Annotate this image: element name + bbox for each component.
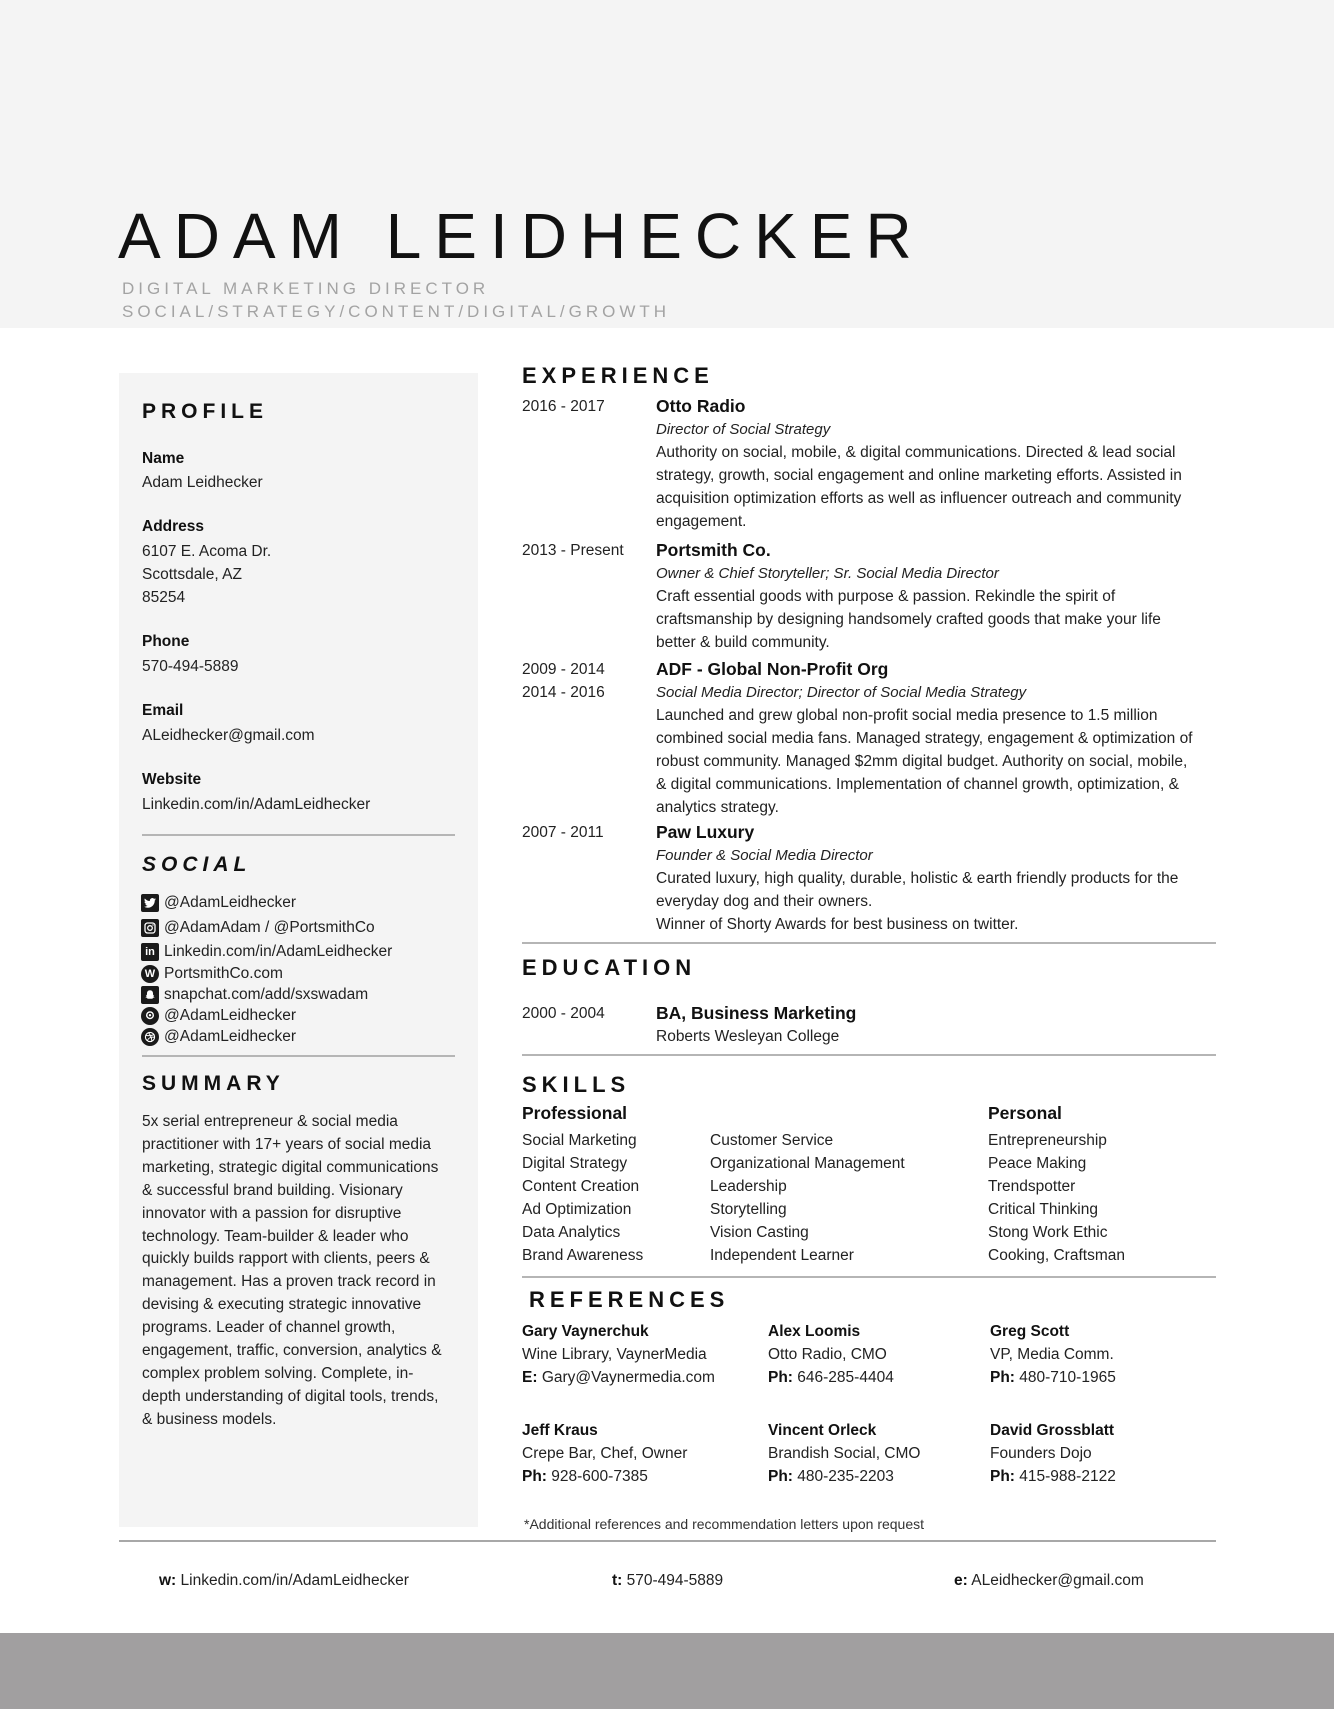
reference-org: Brandish Social, CMO — [768, 1444, 921, 1462]
reference-card — [522, 1420, 687, 1489]
professional-skills-list-1 — [522, 1130, 643, 1267]
contact-value[interactable]: 480-235-2203 — [797, 1467, 894, 1485]
snapchat-icon — [141, 986, 159, 1004]
footer-phone[interactable] — [612, 1572, 723, 1590]
social-heading: SOCIAL — [142, 853, 252, 876]
job-description: Launched and grew global non-profit social media presence to 1.5 million combined social media fans. Managed strategy, engagement & optimization of robust community. Managed $2mm digital budget. Authority on social, mobile, & digital communications. Implementation of channel growth, optimization, & analytics strategy. — [656, 707, 1193, 816]
job-role: Founder & Social Media Director — [656, 847, 873, 864]
summary-heading: SUMMARY — [142, 1072, 285, 1095]
summary-text: 5x serial entrepreneur & social media practitioner with 17+ years of social media marketing, strategic digital communications & successful brand building. Visionary innovator with a passion for disruptive technology. Team-builder & leader who quickly builds rapport with clients, peers & management. Has a proven track record in devising & executing strategic innovative programs. Leader of channel growth, engagement, traffic, conversion, analytics & complex problem solving. Complete, in-depth understanding of digital tools, trends, & business models. — [142, 1113, 442, 1428]
footer-web-label: w: — [159, 1572, 177, 1589]
reference-contact — [522, 1466, 687, 1489]
section-divider — [142, 834, 455, 836]
address-line: Scottsdale, AZ — [142, 566, 242, 583]
footer-website[interactable] — [159, 1572, 409, 1590]
job-dates: 2007 - 2011 — [522, 824, 604, 841]
specialties-subtitle: SOCIAL/STRATEGY/CONTENT/DIGITAL/GROWTH — [122, 302, 671, 321]
reference-contact — [522, 1367, 715, 1390]
contact-value[interactable]: Gary@Vaynermedia.com — [541, 1368, 715, 1386]
education-school: Roberts Wesleyan College — [656, 1028, 840, 1045]
job-title-subtitle: DIGITAL MARKETING DIRECTOR — [122, 279, 490, 298]
address-label: Address — [142, 518, 205, 535]
references-note: *Additional references and recommendation letters upon request — [524, 1516, 925, 1532]
contact-label: Ph: — [990, 1368, 1015, 1386]
reference-card — [768, 1420, 920, 1489]
skill-item: Critical Thinking — [988, 1200, 1098, 1218]
social-handle: snapchat.com/add/sxswadam — [164, 986, 369, 1003]
social-item-dribbble[interactable] — [141, 1027, 296, 1047]
contact-value[interactable]: 415-988-2122 — [1019, 1467, 1116, 1485]
footer-tel-label: t: — [612, 1572, 623, 1589]
skill-item: Stong Work Ethic — [988, 1223, 1108, 1241]
section-divider — [522, 1054, 1216, 1056]
skill-item: Content Creation — [522, 1177, 640, 1195]
contact-label: Ph: — [990, 1467, 1015, 1485]
job-role: Director of Social Strategy — [656, 421, 831, 438]
social-item-wordpress[interactable] — [141, 964, 283, 984]
job-dates: 2009 - 2014 — [522, 661, 605, 678]
social-handle: @AdamLeidhecker — [164, 1007, 297, 1024]
section-divider — [522, 942, 1216, 944]
reference-name: Jeff Kraus — [522, 1422, 598, 1439]
contact-label: Ph: — [768, 1467, 793, 1485]
education-heading: EDUCATION — [522, 955, 697, 980]
social-item-linkedin[interactable] — [141, 942, 392, 962]
reference-card — [990, 1321, 1116, 1390]
footer-email-value: ALeidhecker@gmail.com — [971, 1572, 1144, 1589]
skill-item: Vision Casting — [710, 1223, 809, 1241]
reference-name: Gary Vaynerchuk — [522, 1323, 649, 1340]
personal-skills-heading: Personal — [988, 1103, 1062, 1123]
reference-card — [990, 1420, 1116, 1489]
linkedin-icon: in — [141, 943, 159, 961]
phone-value: 570-494-5889 — [142, 658, 239, 675]
address-line: 85254 — [142, 589, 186, 606]
dribbble-icon — [141, 1028, 159, 1046]
candidate-name: ADAM LEIDHECKER — [118, 200, 925, 272]
reference-org: VP, Media Comm. — [990, 1345, 1114, 1363]
job-description: Craft essential goods with purpose & passion. Rekindle the spirit of craftsmanship by designing handsomely crafted goods that make your life better & build community. — [656, 588, 1161, 651]
email-value[interactable]: ALeidhecker@gmail.com — [142, 727, 315, 744]
reference-card — [768, 1321, 894, 1390]
job-dates: 2013 - Present — [522, 542, 624, 559]
profile-heading: PROFILE — [142, 400, 269, 423]
website-label: Website — [142, 771, 202, 788]
job-description: Curated luxury, high quality, durable, holistic & earth friendly products for the everyday dog and their owners. — [656, 870, 1179, 910]
skill-item: Ad Optimization — [522, 1200, 632, 1218]
references-heading: REFERENCES — [529, 1287, 730, 1312]
skill-item: Cooking, Craftsman — [988, 1246, 1125, 1264]
skill-item: Customer Service — [710, 1132, 834, 1149]
reference-org: Otto Radio, CMO — [768, 1345, 887, 1363]
periscope-icon — [141, 1007, 159, 1025]
skills-heading: SKILLS — [522, 1072, 631, 1097]
experience-heading: EXPERIENCE — [522, 363, 714, 388]
job-award: Winner of Shorty Awards for best business on twitter. — [656, 916, 1019, 933]
education-dates: 2000 - 2004 — [522, 1005, 605, 1022]
social-handle: Linkedin.com/in/AdamLeidhecker — [164, 943, 393, 960]
job-dates-secondary: 2014 - 2016 — [522, 684, 605, 701]
job-company: ADF - Global Non-Profit Org — [656, 659, 889, 679]
footer-email[interactable] — [954, 1572, 1144, 1590]
social-item-periscope[interactable] — [141, 1006, 296, 1026]
job-company: Paw Luxury — [656, 822, 755, 842]
skill-item: Independent Learner — [710, 1246, 854, 1264]
social-item-twitter[interactable] — [141, 893, 296, 913]
reference-org: Wine Library, VaynerMedia — [522, 1345, 707, 1363]
instagram-icon — [141, 919, 159, 937]
footer-email-label: e: — [954, 1572, 968, 1589]
twitter-icon — [141, 894, 159, 912]
name-label: Name — [142, 450, 185, 467]
social-handle: @AdamLeidhecker — [164, 894, 297, 911]
reference-contact — [768, 1367, 894, 1390]
job-description: Authority on social, mobile, & digital communications. Directed & lead social strategy, growth, social engagement and online marketing efforts. Assisted in acquisition optimization efforts as well as influencer outreach and community engagement. — [656, 444, 1182, 530]
contact-value[interactable]: 480-710-1965 — [1019, 1368, 1116, 1386]
reference-card — [522, 1321, 715, 1390]
bottom-band — [0, 1633, 1334, 1709]
contact-label: Ph: — [522, 1467, 547, 1485]
reference-name: Vincent Orleck — [768, 1422, 877, 1439]
social-handle: PortsmithCo.com — [164, 965, 283, 982]
reference-contact — [990, 1367, 1116, 1390]
reference-contact — [768, 1466, 920, 1489]
footer-divider — [119, 1540, 1216, 1542]
contact-label: E: — [522, 1368, 538, 1386]
email-label: Email — [142, 702, 184, 719]
social-item-instagram[interactable] — [141, 918, 375, 938]
wordpress-icon: W — [141, 965, 159, 983]
skill-item: Organizational Management — [710, 1154, 905, 1172]
skill-item: Social Marketing — [522, 1132, 637, 1149]
footer-web-value: Linkedin.com/in/AdamLeidhecker — [180, 1572, 409, 1589]
address-value — [142, 540, 271, 609]
reference-org: Founders Dojo — [990, 1444, 1092, 1462]
skill-item: Trendspotter — [988, 1177, 1076, 1195]
phone-label: Phone — [142, 633, 190, 650]
contact-value[interactable]: 928-600-7385 — [551, 1467, 648, 1485]
social-handle: @AdamAdam / @PortsmithCo — [164, 919, 375, 936]
job-role: Owner & Chief Storyteller; Sr. Social Media Director — [656, 565, 999, 582]
reference-org: Crepe Bar, Chef, Owner — [522, 1444, 688, 1462]
contact-value[interactable]: 646-285-4404 — [797, 1368, 894, 1386]
social-item-snapchat[interactable] — [141, 985, 368, 1005]
skill-item: Leadership — [710, 1177, 787, 1195]
skill-item: Brand Awareness — [522, 1246, 644, 1264]
section-divider — [522, 1276, 1216, 1278]
skill-item: Storytelling — [710, 1200, 787, 1218]
skill-item: Entrepreneurship — [988, 1132, 1107, 1149]
professional-skills-heading: Professional — [522, 1103, 628, 1123]
address-line: 6107 E. Acoma Dr. — [142, 543, 272, 560]
footer-tel-value: 570-494-5889 — [626, 1572, 724, 1589]
job-role: Social Media Director; Director of Social Media Strategy — [656, 684, 1027, 701]
skill-item: Peace Making — [988, 1154, 1087, 1172]
job-company: Portsmith Co. — [656, 540, 771, 560]
job-company: Otto Radio — [656, 396, 746, 416]
job-dates: 2016 - 2017 — [522, 398, 605, 415]
name-value: Adam Leidhecker — [142, 474, 263, 491]
personal-skills-list — [988, 1130, 1125, 1267]
skill-item: Data Analytics — [522, 1223, 621, 1241]
website-value[interactable]: Linkedin.com/in/AdamLeidhecker — [142, 796, 371, 813]
reference-name: David Grossblatt — [990, 1422, 1115, 1439]
social-handle: @AdamLeidhecker — [164, 1028, 297, 1045]
reference-contact — [990, 1466, 1116, 1489]
reference-name: Greg Scott — [990, 1323, 1070, 1340]
education-degree: BA, Business Marketing — [656, 1003, 857, 1023]
contact-label: Ph: — [768, 1368, 793, 1386]
section-divider — [142, 1055, 455, 1057]
skill-item: Digital Strategy — [522, 1154, 628, 1172]
professional-skills-list-2 — [710, 1130, 905, 1267]
reference-name: Alex Loomis — [768, 1323, 861, 1340]
